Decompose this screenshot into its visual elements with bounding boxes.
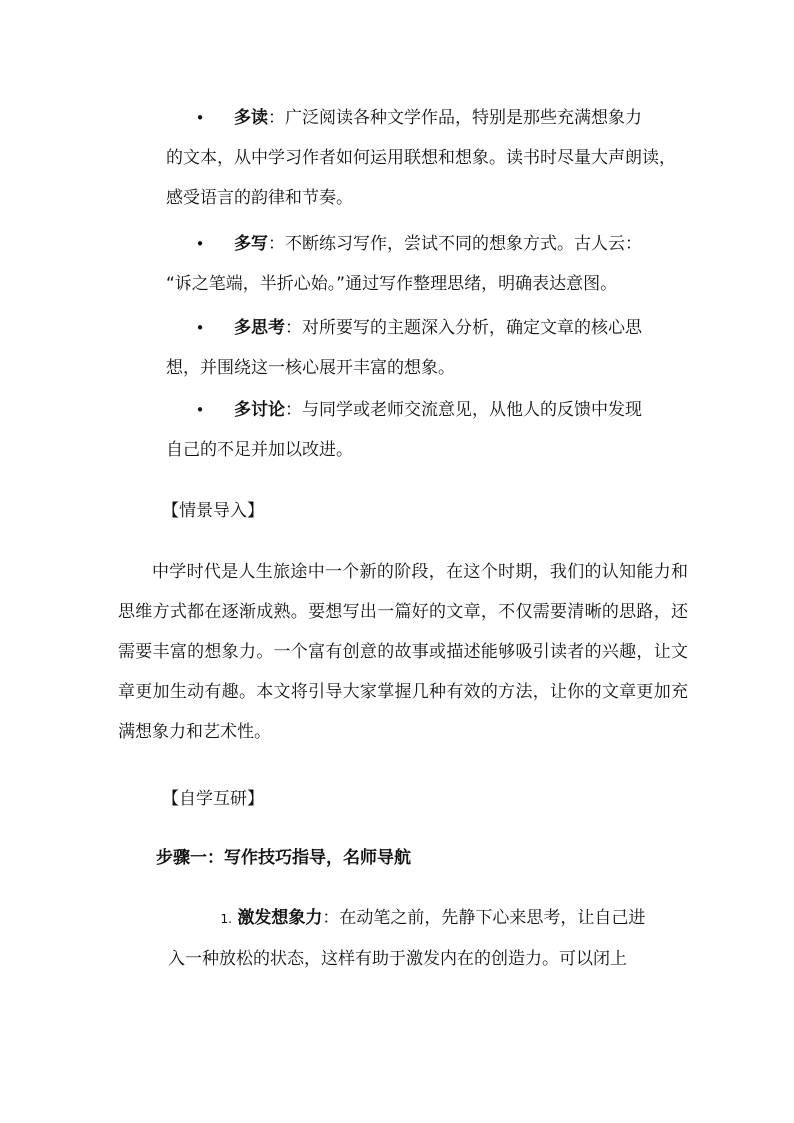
bullet-icon: • <box>195 401 205 419</box>
bullet-text: ：广泛阅读各种文学作品，特别是那些充满想象力 <box>268 108 642 128</box>
section-heading-intro: 【情景导入】 <box>162 501 264 521</box>
section-heading-self-study: 【自学互研】 <box>162 789 264 809</box>
bullet-text: ：不断练习写作，尝试不同的想象方式。古人云： <box>268 234 642 254</box>
bullet-icon: • <box>195 109 205 127</box>
bullet-icon: • <box>195 319 205 337</box>
item-continuation: 入一种放松的状态，这样有助于激发内在的创造力。可以闭上 <box>168 949 627 969</box>
bullet-continuation: 想，并围绕这一核心展开丰富的想象。 <box>166 358 455 378</box>
bullet-term: 多写 <box>234 234 268 254</box>
numbered-item <box>168 898 688 979</box>
bullet-continuation: 自己的不足并加以改进。 <box>166 440 353 460</box>
intro-paragraph: 中学时代是人生旅途中一个新的阶段，在这个时期，我们的认知能力和思维方式都在逐渐成熟。要想写出一篇好的文章，不仅需要清晰的思路，还需要丰富的想象力。一个富有创意的故事或描述能够吸引读者的兴趣，让文章更加生动有趣。本文将引导大家掌握几种有效的方法，让你的文章更加充满想象力和艺术性。 <box>118 562 688 742</box>
step-title: 步骤一：写作技巧指导，名师导航 <box>156 848 411 868</box>
item-text: ：在动笔之前，先静下心来思考，让自己进 <box>322 908 646 928</box>
bullet-term: 多思考 <box>234 318 285 338</box>
item-number: 1. <box>220 912 232 926</box>
bullet-term: 多讨论 <box>234 400 285 420</box>
bullet-icon: • <box>195 235 205 253</box>
item-term: 激发想象力 <box>237 908 323 928</box>
bullet-item-think <box>166 308 686 388</box>
bullet-text: ：对所要写的主题深入分析，确定文章的核心思 <box>285 318 642 338</box>
bullet-term: 多读 <box>234 108 268 128</box>
bullet-item-read <box>166 98 686 218</box>
bullet-continuation: “诉之笔端，半折心始。”通过写作整理思绪，明确表达意图。 <box>166 274 618 294</box>
bullet-text: ：与同学或老师交流意见，从他人的反馈中发现 <box>285 400 642 420</box>
bullet-continuation: 的文本，从中学习作者如何运用联想和想象。读书时尽量大声朗读，感受语言的韵律和节奏。 <box>166 148 676 208</box>
bullet-item-write <box>166 224 686 304</box>
bullet-item-discuss <box>166 390 686 470</box>
